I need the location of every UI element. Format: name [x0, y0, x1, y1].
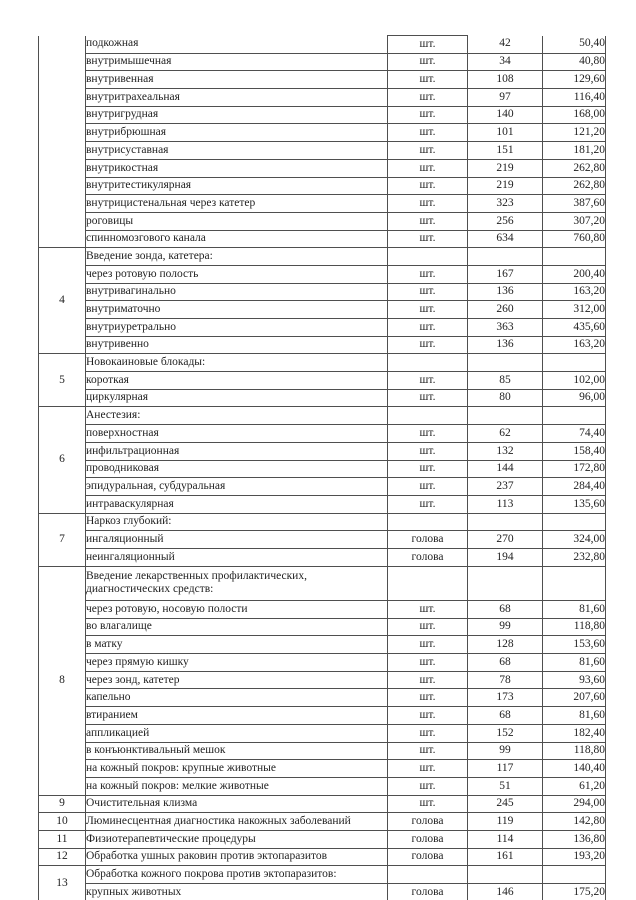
cell-unit: шт.	[388, 389, 468, 407]
cell-service-name: внутривагинально	[86, 283, 388, 301]
cell-quantity: 68	[468, 707, 543, 725]
cell-unit: голова	[388, 813, 468, 831]
cell-price: 140,40	[543, 760, 606, 778]
table-row	[39, 106, 606, 124]
cell-price	[543, 866, 606, 884]
cell-quantity: 113	[468, 495, 543, 513]
cell-service-name: аппликацией	[86, 724, 388, 742]
cell-unit: голова	[388, 848, 468, 866]
table-row	[39, 265, 606, 283]
cell-quantity: 62	[468, 425, 543, 443]
cell-service-name: внутривенная	[86, 71, 388, 89]
cell-price: 435,60	[543, 319, 606, 337]
cell-service-name: циркулярная	[86, 389, 388, 407]
table-row	[39, 654, 606, 672]
cell-service-name: во влагалище	[86, 618, 388, 636]
cell-unit: шт.	[388, 795, 468, 813]
cell-price: 193,20	[543, 848, 606, 866]
table-row	[39, 425, 606, 443]
cell-unit	[388, 248, 468, 266]
cell-service-name: Наркоз глубокий:	[86, 513, 388, 531]
cell-quantity: 42	[468, 36, 543, 54]
cell-unit	[388, 354, 468, 372]
cell-quantity: 634	[468, 230, 543, 248]
cell-unit: голова	[388, 548, 468, 566]
cell-unit: шт.	[388, 53, 468, 71]
cell-quantity: 237	[468, 478, 543, 496]
cell-unit: шт.	[388, 319, 468, 337]
cell-price: 61,20	[543, 777, 606, 795]
table-row	[39, 707, 606, 725]
cell-quantity: 136	[468, 336, 543, 354]
cell-service-name: внутрисуставная	[86, 142, 388, 160]
table-row	[39, 124, 606, 142]
cell-service-name: Введение зонда, катетера:	[86, 248, 388, 266]
cell-price: 200,40	[543, 265, 606, 283]
table-row	[39, 354, 606, 372]
cell-unit: шт.	[388, 36, 468, 54]
cell-price: 172,80	[543, 460, 606, 478]
cell-price: 102,00	[543, 372, 606, 390]
cell-unit: шт.	[388, 707, 468, 725]
cell-service-name: ингаляционный	[86, 531, 388, 549]
cell-unit: голова	[388, 830, 468, 848]
cell-service-name: внутрибрюшная	[86, 124, 388, 142]
cell-price: 74,40	[543, 425, 606, 443]
table-row	[39, 848, 606, 866]
cell-quantity: 140	[468, 106, 543, 124]
cell-service-name: Очистительная клизма	[86, 795, 388, 813]
cell-unit: шт.	[388, 618, 468, 636]
cell-price: 207,60	[543, 689, 606, 707]
table-row	[39, 177, 606, 195]
table-row	[39, 777, 606, 795]
cell-price: 121,20	[543, 124, 606, 142]
cell-service-name: внутритестикулярная	[86, 177, 388, 195]
cell-unit: шт.	[388, 195, 468, 213]
table-row	[39, 319, 606, 337]
cell-service-name: внутриуретрально	[86, 319, 388, 337]
cell-service-name: интраваскулярная	[86, 495, 388, 513]
table-row	[39, 159, 606, 177]
cell-service-name: роговицы	[86, 212, 388, 230]
cell-service-name: внутритрахеальная	[86, 89, 388, 107]
cell-quantity	[468, 354, 543, 372]
table-row	[39, 389, 606, 407]
cell-quantity: 68	[468, 654, 543, 672]
cell-price: 81,60	[543, 601, 606, 619]
table-row	[39, 548, 606, 566]
cell-service-name: на кожный покров: мелкие животные	[86, 777, 388, 795]
cell-price: 142,80	[543, 813, 606, 831]
cell-service-name: Физиотерапевтические процедуры	[86, 830, 388, 848]
cell-service-name: крупных животных	[86, 884, 388, 900]
cell-service-name: внутригрудная	[86, 106, 388, 124]
table-row	[39, 760, 606, 778]
cell-unit	[388, 407, 468, 425]
cell-unit: голова	[388, 531, 468, 549]
cell-price: 96,00	[543, 389, 606, 407]
cell-price: 116,40	[543, 89, 606, 107]
cell-item-number: 10	[39, 813, 86, 831]
cell-service-name: внутрикостная	[86, 159, 388, 177]
cell-unit: шт.	[388, 689, 468, 707]
cell-service-name: внутримышечная	[86, 53, 388, 71]
cell-price: 312,00	[543, 301, 606, 319]
table-row	[39, 372, 606, 390]
cell-service-name: внутриматочно	[86, 301, 388, 319]
cell-unit	[388, 866, 468, 884]
cell-quantity: 256	[468, 212, 543, 230]
table-row	[39, 212, 606, 230]
table-row	[39, 884, 606, 900]
cell-quantity: 34	[468, 53, 543, 71]
cell-quantity: 78	[468, 671, 543, 689]
cell-service-name: внутрицистенальная через катетер	[86, 195, 388, 213]
cell-price: 324,00	[543, 531, 606, 549]
cell-unit: шт.	[388, 301, 468, 319]
cell-quantity: 260	[468, 301, 543, 319]
cell-service-name: Введение лекарственных профилактических, диагностических средств:	[86, 566, 388, 600]
cell-quantity: 152	[468, 724, 543, 742]
table-row	[39, 442, 606, 460]
cell-item-number: 4	[39, 248, 86, 354]
cell-price: 40,80	[543, 53, 606, 71]
cell-price: 760,80	[543, 230, 606, 248]
cell-price: 175,20	[543, 884, 606, 900]
cell-unit: шт.	[388, 760, 468, 778]
cell-quantity: 173	[468, 689, 543, 707]
cell-quantity: 194	[468, 548, 543, 566]
cell-item-number: 8	[39, 566, 86, 795]
cell-unit: шт.	[388, 142, 468, 160]
cell-unit: шт.	[388, 724, 468, 742]
cell-unit: шт.	[388, 425, 468, 443]
table-row	[39, 724, 606, 742]
cell-unit: шт.	[388, 460, 468, 478]
cell-service-name: Обработка ушных раковин против эктопаразитов	[86, 848, 388, 866]
cell-service-name: внутривенно	[86, 336, 388, 354]
cell-price: 50,40	[543, 36, 606, 54]
table-row	[39, 795, 606, 813]
cell-price	[543, 354, 606, 372]
cell-quantity	[468, 407, 543, 425]
cell-price: 93,60	[543, 671, 606, 689]
table-row	[39, 248, 606, 266]
table-row	[39, 195, 606, 213]
cell-price: 158,40	[543, 442, 606, 460]
cell-quantity: 132	[468, 442, 543, 460]
table-row	[39, 407, 606, 425]
table-row	[39, 830, 606, 848]
table-row	[39, 89, 606, 107]
cell-service-name: подкожная	[86, 36, 388, 54]
cell-quantity: 108	[468, 71, 543, 89]
cell-price: 81,60	[543, 654, 606, 672]
cell-price: 118,80	[543, 618, 606, 636]
cell-unit: шт.	[388, 106, 468, 124]
cell-item-number: 9	[39, 795, 86, 813]
cell-quantity: 161	[468, 848, 543, 866]
cell-price: 294,00	[543, 795, 606, 813]
cell-service-name: эпидуральная, субдуральная	[86, 478, 388, 496]
cell-quantity	[468, 248, 543, 266]
cell-price: 163,20	[543, 283, 606, 301]
cell-price: 262,80	[543, 159, 606, 177]
table-row	[39, 336, 606, 354]
table-row	[39, 742, 606, 760]
cell-service-name: втиранием	[86, 707, 388, 725]
cell-service-name: через прямую кишку	[86, 654, 388, 672]
cell-price: 181,20	[543, 142, 606, 160]
price-table	[38, 35, 606, 900]
table-row	[39, 230, 606, 248]
cell-quantity: 151	[468, 142, 543, 160]
cell-service-name: проводниковая	[86, 460, 388, 478]
cell-unit: шт.	[388, 636, 468, 654]
table-row	[39, 142, 606, 160]
cell-quantity: 117	[468, 760, 543, 778]
table-row	[39, 495, 606, 513]
cell-price	[543, 407, 606, 425]
cell-item-number: 12	[39, 848, 86, 866]
cell-unit: шт.	[388, 654, 468, 672]
cell-quantity	[468, 513, 543, 531]
table-row	[39, 283, 606, 301]
cell-item-number: 6	[39, 407, 86, 513]
table-row	[39, 531, 606, 549]
cell-service-name: Обработка кожного покрова против эктопаразитов:	[86, 866, 388, 884]
table-row	[39, 566, 606, 600]
cell-quantity: 119	[468, 813, 543, 831]
table-row	[39, 71, 606, 89]
cell-price: 136,80	[543, 830, 606, 848]
cell-price: 182,40	[543, 724, 606, 742]
cell-service-name: через зонд, катетер	[86, 671, 388, 689]
cell-unit: шт.	[388, 265, 468, 283]
table-row	[39, 636, 606, 654]
cell-service-name: короткая	[86, 372, 388, 390]
cell-unit: шт.	[388, 478, 468, 496]
table-row	[39, 601, 606, 619]
cell-unit: шт.	[388, 601, 468, 619]
cell-quantity: 363	[468, 319, 543, 337]
cell-quantity: 146	[468, 884, 543, 900]
cell-quantity: 97	[468, 89, 543, 107]
cell-unit	[388, 513, 468, 531]
table-row	[39, 460, 606, 478]
cell-quantity: 245	[468, 795, 543, 813]
cell-service-name: через ротовую полость	[86, 265, 388, 283]
cell-unit: шт.	[388, 442, 468, 460]
table-row	[39, 53, 606, 71]
table-row	[39, 671, 606, 689]
cell-item-number: 11	[39, 830, 86, 848]
cell-service-name: в конъюнктивальный мешок	[86, 742, 388, 760]
cell-service-name: капельно	[86, 689, 388, 707]
cell-unit: шт.	[388, 671, 468, 689]
cell-service-name: инфильтрационная	[86, 442, 388, 460]
cell-unit: шт.	[388, 283, 468, 301]
cell-item-number: 5	[39, 354, 86, 407]
cell-price: 168,00	[543, 106, 606, 124]
cell-price: 81,60	[543, 707, 606, 725]
cell-quantity: 68	[468, 601, 543, 619]
cell-unit: шт.	[388, 336, 468, 354]
cell-service-name: поверхностная	[86, 425, 388, 443]
cell-unit: шт.	[388, 230, 468, 248]
cell-quantity: 101	[468, 124, 543, 142]
cell-price: 262,80	[543, 177, 606, 195]
cell-quantity: 219	[468, 177, 543, 195]
cell-service-name: спинномозгового канала	[86, 230, 388, 248]
cell-unit: шт.	[388, 495, 468, 513]
table-row	[39, 813, 606, 831]
cell-price: 284,40	[543, 478, 606, 496]
cell-quantity: 128	[468, 636, 543, 654]
cell-price: 153,60	[543, 636, 606, 654]
cell-quantity: 99	[468, 742, 543, 760]
cell-price: 163,20	[543, 336, 606, 354]
cell-unit: голова	[388, 884, 468, 900]
cell-unit: шт.	[388, 159, 468, 177]
cell-service-name: неингаляционный	[86, 548, 388, 566]
table-row	[39, 866, 606, 884]
cell-price	[543, 513, 606, 531]
cell-price: 135,60	[543, 495, 606, 513]
cell-unit	[388, 566, 468, 600]
table-row	[39, 301, 606, 319]
cell-price	[543, 248, 606, 266]
cell-quantity: 114	[468, 830, 543, 848]
table-row	[39, 478, 606, 496]
cell-price: 307,20	[543, 212, 606, 230]
table-row	[39, 618, 606, 636]
cell-price: 387,60	[543, 195, 606, 213]
table-row	[39, 36, 606, 54]
cell-unit: шт.	[388, 71, 468, 89]
cell-quantity: 323	[468, 195, 543, 213]
cell-price	[543, 566, 606, 600]
cell-quantity: 85	[468, 372, 543, 390]
cell-quantity: 80	[468, 389, 543, 407]
cell-unit: шт.	[388, 742, 468, 760]
cell-unit: шт.	[388, 777, 468, 795]
table-row	[39, 513, 606, 531]
cell-quantity	[468, 866, 543, 884]
cell-quantity: 270	[468, 531, 543, 549]
cell-quantity: 136	[468, 283, 543, 301]
cell-quantity: 219	[468, 159, 543, 177]
cell-unit: шт.	[388, 372, 468, 390]
cell-unit: шт.	[388, 124, 468, 142]
cell-quantity: 99	[468, 618, 543, 636]
cell-service-name: Люминесцентная диагностика накожных заболеваний	[86, 813, 388, 831]
cell-service-name: Анестезия:	[86, 407, 388, 425]
cell-quantity: 51	[468, 777, 543, 795]
cell-service-name: в матку	[86, 636, 388, 654]
cell-item-number: 13	[39, 866, 86, 900]
cell-quantity: 167	[468, 265, 543, 283]
cell-service-name: через ротовую, носовую полости	[86, 601, 388, 619]
cell-service-name: Новокаиновые блокады:	[86, 354, 388, 372]
cell-unit: шт.	[388, 177, 468, 195]
cell-service-name: на кожный покров: крупные животные	[86, 760, 388, 778]
cell-price: 129,60	[543, 71, 606, 89]
cell-quantity: 144	[468, 460, 543, 478]
cell-price: 118,80	[543, 742, 606, 760]
cell-quantity	[468, 566, 543, 600]
cell-unit: шт.	[388, 89, 468, 107]
table-row	[39, 689, 606, 707]
cell-item-number	[39, 36, 86, 248]
price-table-body	[39, 36, 606, 900]
cell-item-number: 7	[39, 513, 86, 566]
cell-unit: шт.	[388, 212, 468, 230]
cell-price: 232,80	[543, 548, 606, 566]
